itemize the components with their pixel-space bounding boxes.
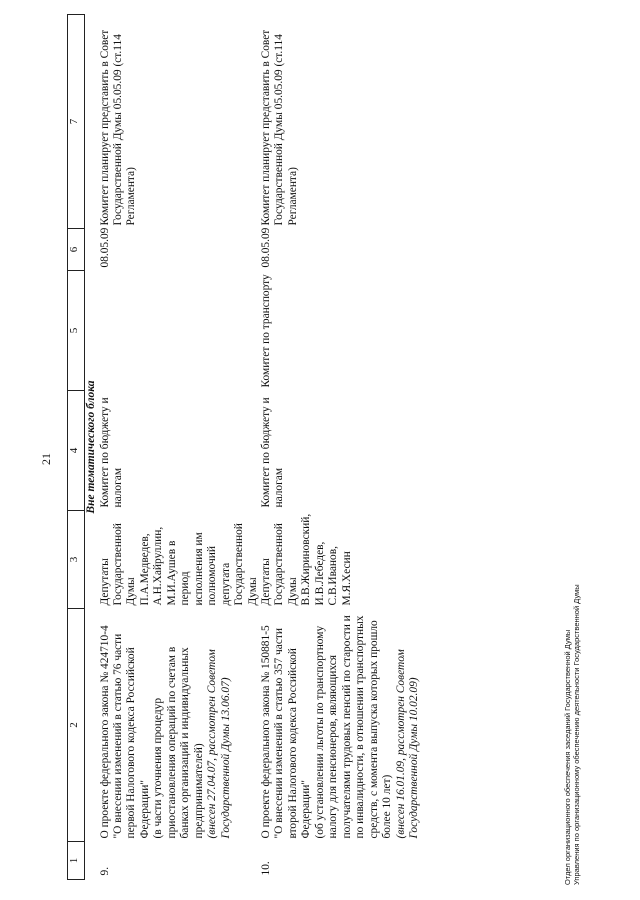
bill-cell xyxy=(99,609,260,842)
bill-title: О проекте федерального закона № 150881-5 "О внесении изменений в статью 357 части второй Налогового кодекса Российской Федерации" xyxy=(260,625,313,839)
bill-note: (внесен 27.04.07, рассмотрен Советом Государственной Думы 13.06.07) xyxy=(206,649,232,839)
bill-title: О проекте федерального закона № 424710-4 "О внесении изменений в статью 76 части первой Налогового кодекса Российской Федерации" xyxy=(98,625,151,839)
footer xyxy=(563,584,582,885)
header-col-1: 1 xyxy=(68,842,85,880)
page-number: 21 xyxy=(39,453,53,465)
bill-note: (внесен 16.01.09, рассмотрен Советом Государственной Думы 10.02.09) xyxy=(394,649,420,839)
bill-description: (в части уточнения процедур приостановления операций по счетам в банках организаций и индивидуальных предпринимателей) xyxy=(152,646,205,839)
row-number: 9. xyxy=(98,866,111,876)
bill-description: (об установлении льготы по транспортному налогу для пенсионеров, являющихся получателями трудовых пенсий по старости и по инвалидности, в отношении транспортных средств, с момента выпуска которых прошло более 10 лет) xyxy=(313,615,394,839)
bill-authors: Депутаты Государственной Думы В.В.Жириновский, И.В.Лебедев, С.В.Иванов, М.Я.Хесин xyxy=(260,513,353,606)
co-committee xyxy=(99,271,260,391)
rotated-document-sheet xyxy=(35,20,595,885)
column-number-header xyxy=(68,15,85,880)
section-row xyxy=(85,15,99,880)
plan-note: Комитет планирует представить в Совет Государственной Думы 05.05.09 (ст.114 Регламента) xyxy=(98,29,138,226)
header-col-7: 7 xyxy=(68,15,85,229)
header-col-3: 3 xyxy=(68,511,85,609)
bill-authors: Депутаты Государственной Думы П.А.Медведев, А.Н.Хайруллин, М.И.Аушев в период исполнения им полномочий депутата Государственной Думы xyxy=(98,523,259,606)
table-row xyxy=(260,15,421,880)
bills-table xyxy=(67,14,421,880)
bill-cell xyxy=(260,609,421,842)
header-col-6: 6 xyxy=(68,229,85,271)
date: 08.05.09 xyxy=(260,227,272,268)
row-number: 10. xyxy=(260,861,272,876)
header-col-4: 4 xyxy=(68,391,85,511)
plan-note: Комитет планирует представить в Совет Государственной Думы 05.05.09 (ст.114 Регламента) xyxy=(260,29,299,226)
header-col-2: 2 xyxy=(68,609,85,842)
footer-line-1: Отдел организационного обеспечения заседаний Государственной Думы xyxy=(563,629,572,885)
section-title: Вне тематического блока xyxy=(85,380,97,514)
footer-line-2: Управления по организационному обеспечению деятельности Государственной Думы xyxy=(572,584,582,885)
date: 08.05.09 xyxy=(98,227,111,268)
responsible-committee: Комитет по бюджету и налогам xyxy=(260,397,286,508)
co-committee: Комитет по транспорту xyxy=(260,274,272,388)
responsible-committee: Комитет по бюджету и налогам xyxy=(98,397,125,508)
table-row xyxy=(99,15,260,880)
header-col-5: 5 xyxy=(68,271,85,391)
